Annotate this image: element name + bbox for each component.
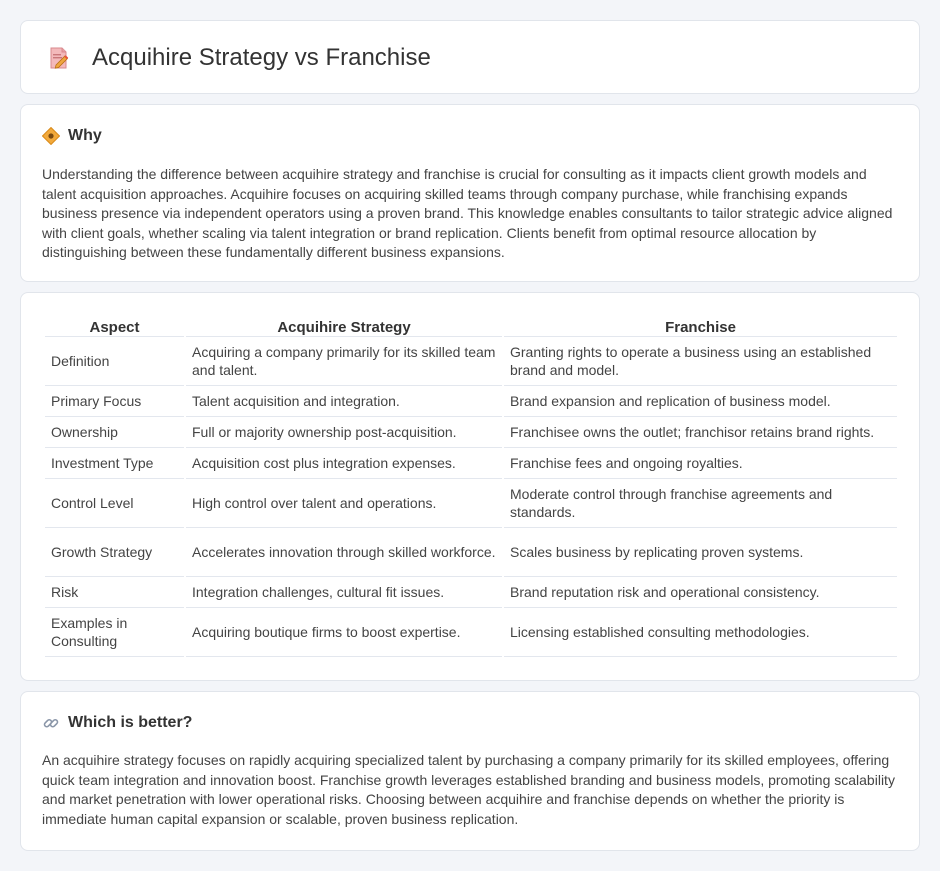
aspect-cell: Ownership <box>45 417 184 448</box>
acquihire-cell: Talent acquisition and integration. <box>186 386 502 417</box>
franchise-cell: Franchisee owns the outlet; franchisor retains brand rights. <box>504 417 897 448</box>
better-heading <box>42 714 192 732</box>
acquihire-cell: High control over talent and operations. <box>186 479 502 528</box>
aspect-cell: Investment Type <box>45 448 184 479</box>
franchise-cell: Franchise fees and ongoing royalties. <box>504 448 897 479</box>
table-row <box>45 479 897 528</box>
franchise-cell: Moderate control through franchise agreements and standards. <box>504 479 897 528</box>
page-title: Acquihire Strategy vs Franchise <box>92 44 431 71</box>
table-row <box>45 386 897 417</box>
better-paragraph: An acquihire strategy focuses on rapidly acquiring specialized talent by purchasing a company primarily for its skilled employees, offering quick team integration and innovation boost. Franchise growth leverages established branding and business models, promoting scalability and market penetration with lower operational risks. Choosing between acquihire and franchise depends on whether the priority is immediate human capital expansion or scalable, proven business replication. <box>42 752 895 827</box>
table-row <box>45 528 897 577</box>
franchise-cell: Brand reputation risk and operational consistency. <box>504 577 897 608</box>
document-pencil-icon <box>47 46 71 70</box>
comparison-section <box>20 292 920 681</box>
better-title: Which is better? <box>68 714 193 731</box>
table-header-row <box>45 315 897 337</box>
acquihire-cell: Acquiring boutique firms to boost expertise. <box>186 608 502 657</box>
acquihire-cell: Full or majority ownership post-acquisition. <box>186 417 502 448</box>
aspect-cell: Control Level <box>45 479 184 528</box>
aspect-cell: Risk <box>45 577 184 608</box>
why-section <box>20 104 920 282</box>
column-header-acquihire: Acquihire Strategy <box>186 315 502 337</box>
link-icon <box>42 714 60 732</box>
acquihire-cell: Acquiring a company primarily for its skilled team and talent. <box>186 337 502 386</box>
header-card <box>20 20 920 94</box>
acquihire-cell: Acquisition cost plus integration expenses. <box>186 448 502 479</box>
comparison-table <box>43 315 899 657</box>
aspect-cell: Examples in Consulting <box>45 608 184 657</box>
why-heading <box>42 127 102 145</box>
column-header-aspect: Aspect <box>45 315 184 337</box>
franchise-cell: Scales business by replicating proven systems. <box>504 528 897 577</box>
aspect-cell: Definition <box>45 337 184 386</box>
acquihire-cell: Integration challenges, cultural fit issues. <box>186 577 502 608</box>
table-row <box>45 417 897 448</box>
franchise-cell: Licensing established consulting methodologies. <box>504 608 897 657</box>
franchise-cell: Brand expansion and replication of business model. <box>504 386 897 417</box>
table-row <box>45 577 897 608</box>
franchise-cell: Granting rights to operate a business using an established brand and model. <box>504 337 897 386</box>
table-row <box>45 608 897 657</box>
why-paragraph: Understanding the difference between acquihire strategy and franchise is crucial for consulting as it impacts client growth models and talent acquisition approaches. Acquihire focuses on acquiring skilled teams through company purchase, while franchising expands business presence via independent operators using a proven brand. This knowledge enables consultants to tailor strategic advice aligned with client goals, whether scaling via talent integration or brand replication. Clients benefit from optimal resource allocation by distinguishing between these fundamentally different business expansions. <box>42 166 893 260</box>
which-is-better-section <box>20 691 920 851</box>
diamond-warning-icon <box>42 127 60 145</box>
aspect-cell: Primary Focus <box>45 386 184 417</box>
column-header-franchise: Franchise <box>504 315 897 337</box>
why-title: Why <box>68 127 102 144</box>
acquihire-cell: Accelerates innovation through skilled workforce. <box>186 528 502 577</box>
aspect-cell: Growth Strategy <box>45 528 184 577</box>
table-row <box>45 337 897 386</box>
table-row <box>45 448 897 479</box>
